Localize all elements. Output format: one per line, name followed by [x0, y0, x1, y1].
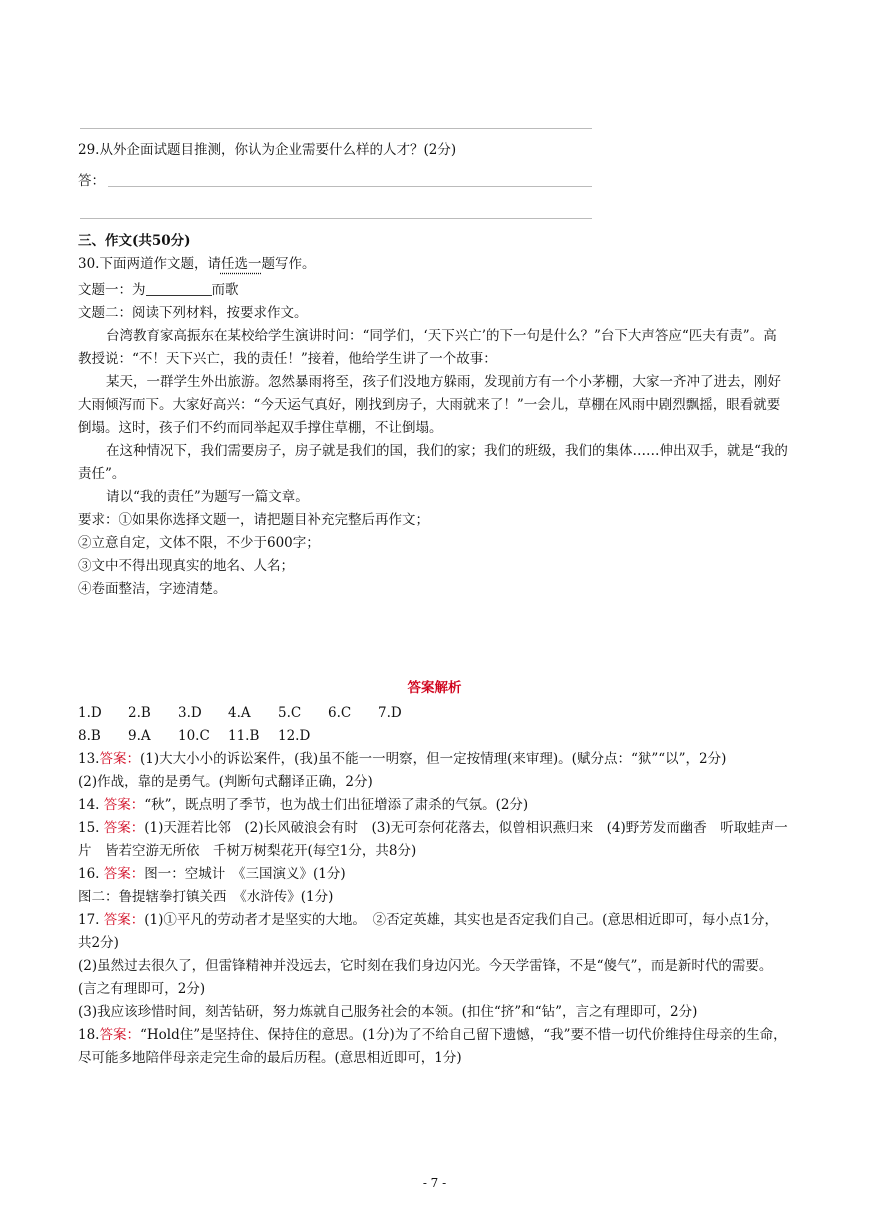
mcq-answer: 3.D	[178, 705, 202, 721]
answer-16-part-2: 图二：鲁提辖拳打镇关西 《水浒传》(1分)	[78, 889, 334, 905]
answer-15: 15. 答案：(1)天涯若比邻 (2)长风破浪会有时 (3)无可奈何花落去，似曾相识燕归来 (4)野芳发而幽香 听取蛙声一片 皆若空游无所依 千树万树梨花开(每空1分，共8分)	[78, 820, 788, 859]
material-paragraph-2: 某天，一群学生外出旅游。忽然暴雨将至，孩子们没地方躲雨，发现前方有一个小茅棚，大家一齐冲了进去，刚好大雨倾泻而下。大家好高兴：“今天运气真好，刚找到房子，大雨就来了！”一会儿，草棚在风雨中剧烈飘摇，眼看就要倒塌。这时，孩子们不约而同举起双手撑住草棚，不让倒塌。	[78, 374, 781, 436]
requirement-1: 要求：①如果你选择文题一，请把题目补充完整后再作文；	[78, 512, 429, 528]
mcq-answer: 4.A	[228, 705, 251, 721]
question-29-text: 29.从外企面试题目推测，你认为企业需要什么样的人才？(2分)	[78, 142, 457, 158]
answer-line	[80, 128, 592, 129]
answer-label: 答案：	[103, 797, 145, 813]
topic-1: 文题一：为 而歌	[78, 282, 239, 298]
question-30: 30.下面两道作文题，请任选一题写作。	[78, 256, 316, 272]
answer-14: 14. 答案：“秋”，既点明了季节，也为战士们出征增添了肃杀的气氛。(2分)	[78, 797, 529, 813]
mcq-answer: 9.A	[128, 728, 151, 744]
answer-label: 答：	[78, 173, 105, 189]
material-paragraph-3: 在这种情况下，我们需要房子，房子就是我们的国，我们的家；我们的班级，我们的集体……伸出双手，就是“我的责任”。	[78, 443, 788, 482]
page-number: - 7 -	[422, 1176, 447, 1190]
answer-label: 答案：	[99, 751, 140, 767]
section-heading: 三、作文(共50分)	[78, 233, 191, 249]
material-paragraph-1: 台湾教育家高振东在某校给学生演讲时问：“同学们，‘天下兴亡’的下一句是什么？”台下大声答应“匹夫有责”。高教授说：“不！天下兴亡，我的责任！”接着，他给学生讲了一个故事：	[78, 328, 777, 367]
answer-label: 答案：	[103, 820, 145, 836]
mcq-answer: 6.C	[328, 705, 352, 721]
mcq-answer: 1.D	[78, 705, 102, 721]
answer-17: 17. 答案：(1)①平凡的劳动者才是坚实的大地。 ②否定英雄，其实也是否定我们自己。(意思相近即可，每小点1分，共2分)	[78, 912, 778, 951]
answers-section	[78, 702, 790, 1070]
answer-17-part-3: (3)我应该珍惜时间，刻苦钻研，努力炼就自己服务社会的本领。(扣住“挤”和“钻”，言之有理即可，2分)	[78, 1004, 698, 1020]
mcq-answer: 8.B	[78, 728, 101, 744]
topic-2: 文题二：阅读下列材料，按要求作文。	[78, 305, 308, 321]
answer-16: 16. 答案：图一：空城计 《三国演义》(1分)	[78, 866, 346, 882]
answer-label: 答案：	[99, 1027, 140, 1043]
section-composition	[78, 230, 790, 601]
requirement-4: ④卷面整洁，字迹清楚。	[78, 581, 227, 597]
answer-label: 答案：	[103, 866, 145, 882]
answer-18: 18.答案：“Hold住”是坚持住、保持住的意思。(1分)为了不给自己留下遗憾，“我”要不惜一切代价维持住母亲的生命，尽可能多地陪伴母亲走完生命的最后历程。(意思相近即可，1分)	[78, 1027, 787, 1066]
material-paragraph-4: 请以“我的责任”为题写一篇文章。	[106, 489, 309, 505]
answers-title: 答案解析	[407, 680, 462, 696]
mcq-answer: 5.C	[278, 705, 302, 721]
answer-13-part-2: (2)作战，靠的是勇气。(判断句式翻译正确，2分)	[78, 774, 373, 790]
requirement-2: ②立意自定，文体不限，不少于600字；	[78, 535, 320, 551]
mcq-answer: 10.C	[178, 728, 210, 744]
answer-line	[108, 186, 592, 187]
mcq-answer: 12.D	[278, 728, 311, 744]
mcq-answer: 7.D	[378, 705, 402, 721]
fill-blank	[146, 281, 212, 296]
mcq-row-2	[78, 725, 790, 748]
question-29	[78, 139, 790, 162]
mcq-answer: 2.B	[128, 705, 151, 721]
mcq-answer: 11.B	[228, 728, 260, 744]
answer-line	[80, 218, 592, 219]
answer-17-part-2: (2)虽然过去很久了，但雷锋精神并没远去，它时刻在我们身边闪光。今天学雷锋，不是“傻气”，而是新时代的需要。(言之有理即可，2分)	[78, 958, 773, 997]
answer-13: 13.答案：(1)大大小小的诉讼案件，(我)虽不能一一明察，但一定按情理(来审理)。(赋分点：“狱”“以”，2分)	[78, 751, 727, 767]
emphasis-text: 任选一	[220, 256, 262, 272]
question-29-answer	[78, 170, 790, 193]
answer-label: 答案：	[103, 912, 145, 928]
mcq-row-1	[78, 702, 790, 725]
requirement-3: ③文中不得出现真实的地名、人名；	[78, 558, 294, 574]
